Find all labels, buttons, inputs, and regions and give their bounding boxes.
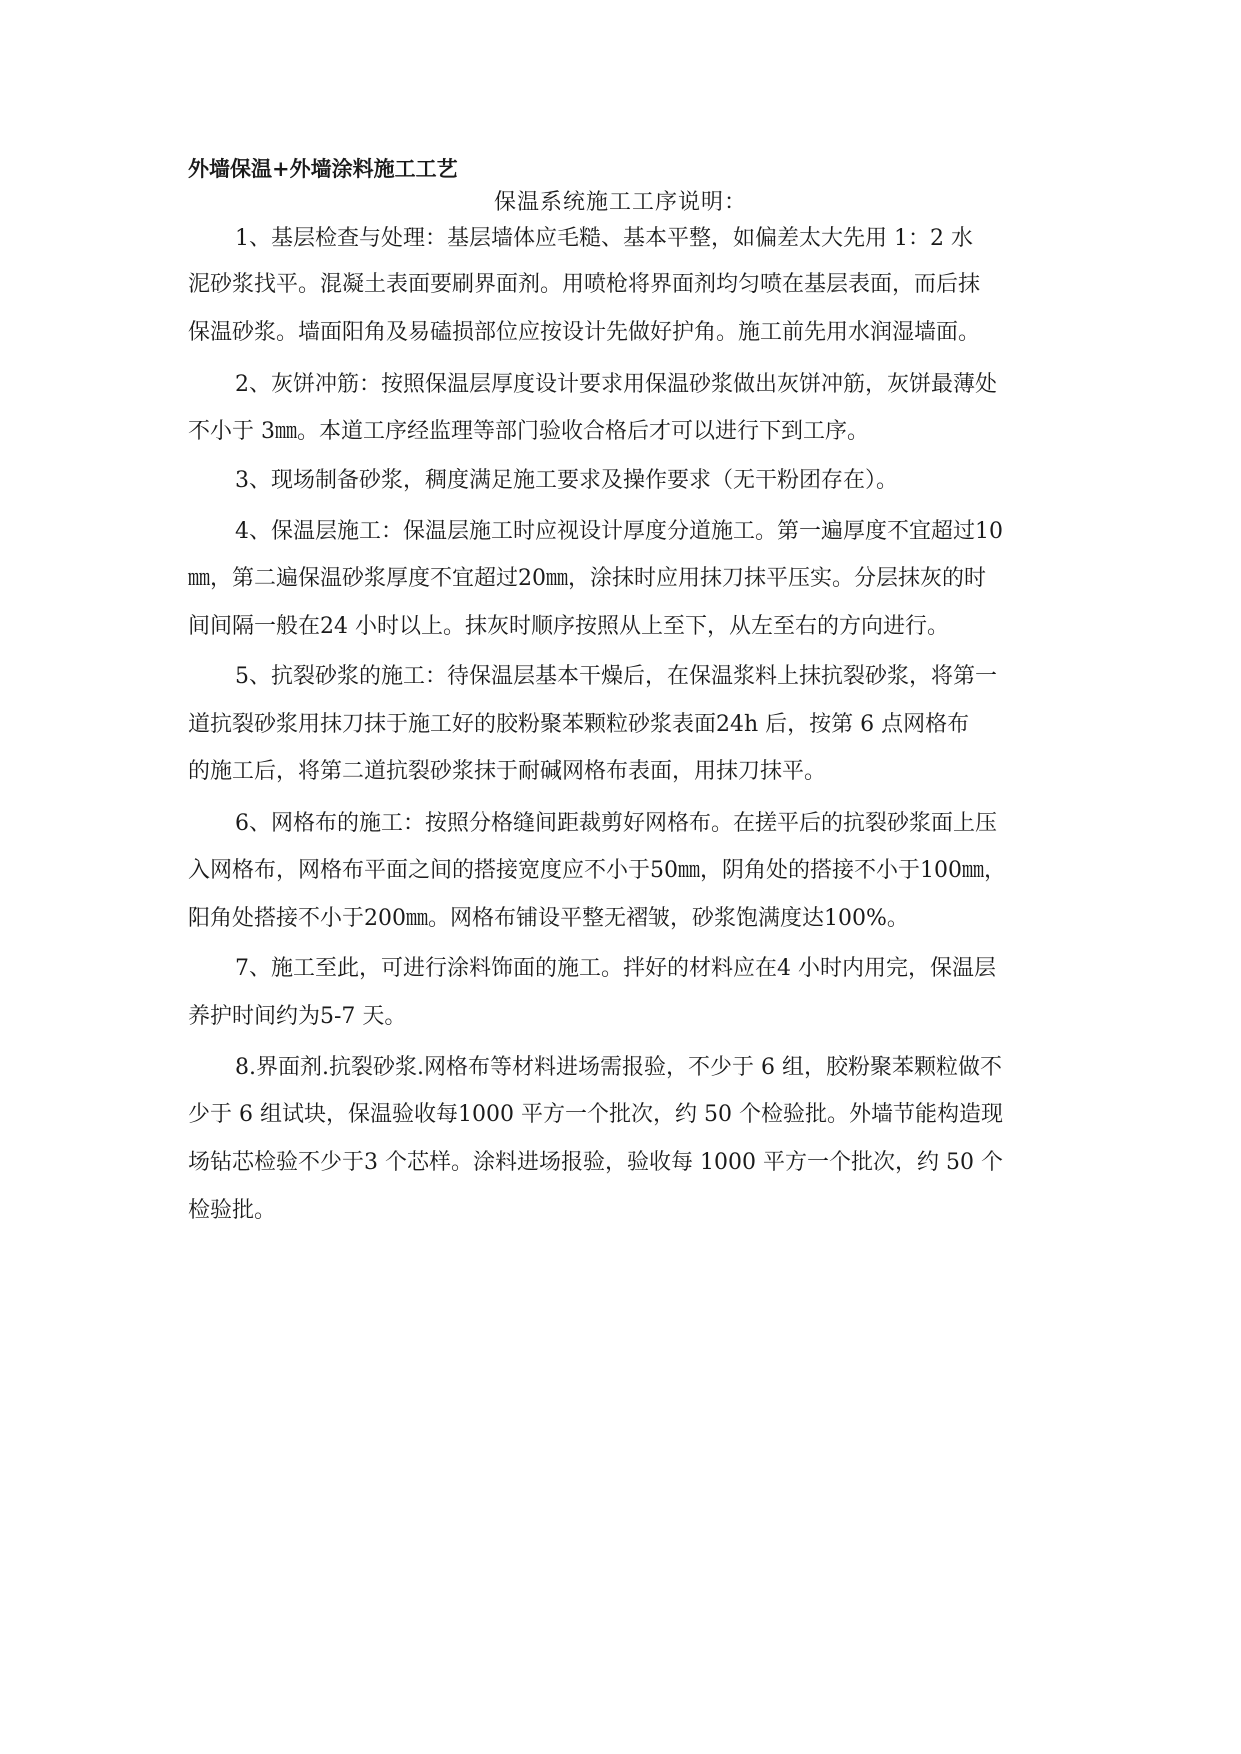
paragraph-5-line-3: 的施工后，将第二道抗裂砂浆抹于耐碱网格布表面，用抹刀抹平。 xyxy=(188,759,827,784)
paragraph-1-line-2: 泥砂浆找平。混凝土表面要刷界面剂。用喷枪将界面剂均匀喷在基层表面，而后抹 xyxy=(188,272,981,297)
paragraph-1-line-3: 保温砂浆。墙面阳角及易磕损部位应按设计先做好护角。施工前先用水润湿墙面。 xyxy=(188,320,981,345)
paragraph-2-line-2: 不小于 3㎜。本道工序经监理等部门验收合格后才可以进行下到工序。 xyxy=(188,419,869,444)
paragraph-6-line-3: 阳角处搭接不小于200㎜。网格布铺设平整无褶皱，砂浆饱满度达100%。 xyxy=(188,906,909,931)
paragraph-6-line-1: 6、网格布的施工：按照分格缝间距裁剪好网格布。在搓平后的抗裂砂浆面上压 xyxy=(235,811,997,836)
paragraph-7-line-2: 养护时间约为5-7 天。 xyxy=(188,1004,407,1029)
paragraph-4-line-2: ㎜，第二遍保温砂浆厚度不宜超过20㎜，涂抹时应用抹刀抹平压实。分层抹灰的时 xyxy=(188,566,986,591)
paragraph-5-line-2: 道抗裂砂浆用抹刀抹于施工好的胶粉聚苯颗粒砂浆表面24h 后，按第 6 点网格布 xyxy=(188,712,970,737)
paragraph-4-line-1: 4、保温层施工：保温层施工时应视设计厚度分道施工。第一遍厚度不宜超过10 xyxy=(235,519,1003,544)
paragraph-1-line-1: 1、基层检查与处理：基层墙体应毛糙、基本平整，如偏差太大先用 1：2 水 xyxy=(235,226,973,251)
paragraph-8-line-4: 检验批。 xyxy=(188,1198,277,1223)
document-title: 外墙保温+外墙涂料施工工艺 xyxy=(188,156,458,181)
paragraph-2-line-1: 2、灰饼冲筋：按照保温层厚度设计要求用保温砂浆做出灰饼冲筋，灰饼最薄处 xyxy=(235,372,997,397)
paragraph-3-line-1: 3、现场制备砂浆，稠度满足施工要求及操作要求（无干粉团存在）。 xyxy=(235,468,898,493)
section-heading: 保温系统施工工序说明： xyxy=(493,190,747,215)
paragraph-7-line-1: 7、施工至此，可进行涂料饰面的施工。拌好的材料应在4 小时内用完，保温层 xyxy=(235,956,996,981)
paragraph-6-line-2: 入网格布，网格布平面之间的搭接宽度应不小于50㎜，阴角处的搭接不小于100㎜， xyxy=(188,858,1006,883)
paragraph-8-line-3: 场钻芯检验不少于3 个芯样。涂料进场报验，验收每 1000 平方一个批次，约 50 个 xyxy=(188,1150,1003,1175)
paragraph-5-line-1: 5、抗裂砂浆的施工：待保温层基本干燥后，在保温浆料上抹抗裂砂浆，将第一 xyxy=(235,664,997,689)
paragraph-4-line-3: 间间隔一般在24 小时以上。抹灰时顺序按照从上至下，从左至右的方向进行。 xyxy=(188,614,949,639)
paragraph-8-line-1: 8.界面剂.抗裂砂浆.网格布等材料进场需报验，不少于 6 组，胶粉聚苯颗粒做不 xyxy=(235,1055,1002,1080)
paragraph-8-line-2: 少于 6 组试块，保温验收每1000 平方一个批次，约 50 个检验批。外墙节能构造现 xyxy=(188,1102,1003,1127)
